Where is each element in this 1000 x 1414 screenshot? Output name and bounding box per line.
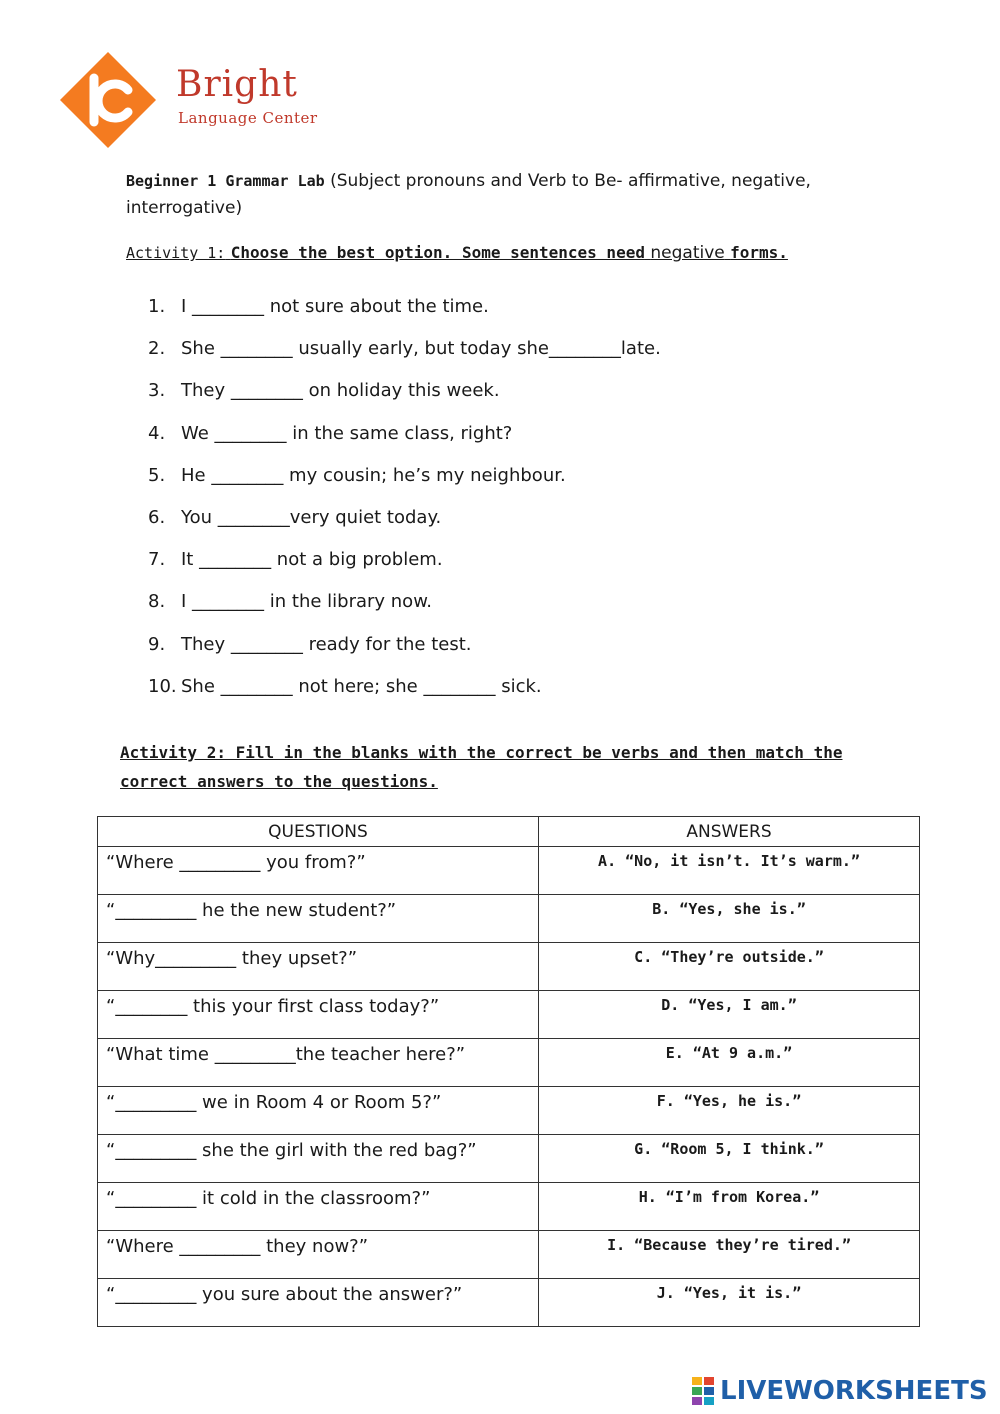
question-cell[interactable]: “_________ we in Room 4 or Room 5?” xyxy=(98,1087,539,1135)
answer-cell[interactable]: C. “They’re outside.” xyxy=(539,943,920,991)
list-item xyxy=(148,336,661,378)
table-row xyxy=(98,847,920,895)
liveworksheets-text: LIVEWORKSHEETS xyxy=(720,1376,988,1406)
item-number: 9. xyxy=(148,633,166,655)
table-row xyxy=(98,1183,920,1231)
question-cell[interactable]: “________ this your first class today?” xyxy=(98,991,539,1039)
item-number: 1. xyxy=(148,296,166,317)
liveworksheets-logo-icon xyxy=(692,1377,714,1405)
item-text[interactable]: We ________ in the same class, right? xyxy=(181,422,513,444)
question-cell[interactable]: “_________ he the new student?” xyxy=(98,895,539,943)
answer-cell[interactable]: D. “Yes, I am.” xyxy=(539,991,920,1039)
question-cell[interactable]: “Where _________ they now?” xyxy=(98,1231,539,1279)
table-row xyxy=(98,1039,920,1087)
worksheet-title: Beginner 1 Grammar Lab xyxy=(126,172,325,190)
activity1-instruction-part2: negative xyxy=(650,243,725,263)
table-row xyxy=(98,1279,920,1327)
list-item xyxy=(148,674,661,716)
list-item xyxy=(148,505,661,547)
bright-logo-icon xyxy=(58,50,168,150)
table-row xyxy=(98,1231,920,1279)
worksheet-intro xyxy=(126,168,886,222)
qa-table xyxy=(97,816,920,1327)
item-text[interactable]: He ________ my cousin; he’s my neighbour. xyxy=(181,464,566,486)
item-text[interactable]: They ________ ready for the test. xyxy=(181,633,472,655)
item-number: 2. xyxy=(148,338,166,360)
question-cell[interactable]: “_________ you sure about the answer?” xyxy=(98,1279,539,1327)
table-header-row xyxy=(98,817,920,847)
list-item xyxy=(148,421,661,463)
item-number: 4. xyxy=(148,422,166,444)
item-number: 10. xyxy=(148,675,177,697)
item-text[interactable]: She ________ usually early, but today she________late. xyxy=(181,338,661,360)
brand-logo xyxy=(58,50,328,150)
table-row xyxy=(98,1087,920,1135)
list-item xyxy=(148,294,661,336)
answer-cell[interactable]: A. “No, it isn’t. It’s warm.” xyxy=(539,847,920,895)
item-text[interactable]: You ________very quiet today. xyxy=(181,506,442,528)
list-item xyxy=(148,463,661,505)
list-item xyxy=(148,589,661,631)
questions-header: QUESTIONS xyxy=(98,817,539,847)
table-row xyxy=(98,895,920,943)
worksheet-subtitle: (Subject pronouns and Verb to Be- affirmative, negative, interrogative) xyxy=(126,171,811,218)
item-text[interactable]: I ________ in the library now. xyxy=(181,591,432,613)
item-number: 8. xyxy=(148,591,166,613)
table-row xyxy=(98,991,920,1039)
item-text[interactable]: She ________ not here; she ________ sick. xyxy=(181,675,542,697)
answer-cell[interactable]: F. “Yes, he is.” xyxy=(539,1087,920,1135)
list-item xyxy=(148,547,661,589)
list-item xyxy=(148,378,661,420)
brand-name: Bright xyxy=(176,64,298,105)
table-row xyxy=(98,943,920,991)
answers-header: ANSWERS xyxy=(539,817,920,847)
item-number: 7. xyxy=(148,549,166,571)
question-cell[interactable]: “Where _________ you from?” xyxy=(98,847,539,895)
question-cell[interactable]: “Why_________ they upset?” xyxy=(98,943,539,991)
table-row xyxy=(98,1135,920,1183)
answer-cell[interactable]: J. “Yes, it is.” xyxy=(539,1279,920,1327)
answer-cell[interactable]: B. “Yes, she is.” xyxy=(539,895,920,943)
activity1-instruction-part3: forms. xyxy=(730,243,788,262)
activity2-instruction: Activity 2: Fill in the blanks with the correct be verbs and then match the correct answers to the questions. xyxy=(120,743,843,791)
question-cell[interactable]: “_________ she the girl with the red bag?” xyxy=(98,1135,539,1183)
item-number: 3. xyxy=(148,380,166,402)
question-cell[interactable]: “_________ it cold in the classroom?” xyxy=(98,1183,539,1231)
question-cell[interactable]: “What time _________the teacher here?” xyxy=(98,1039,539,1087)
item-text[interactable]: They ________ on holiday this week. xyxy=(181,380,500,402)
activity1-instruction xyxy=(126,243,788,263)
answer-cell[interactable]: G. “Room 5, I think.” xyxy=(539,1135,920,1183)
item-number: 5. xyxy=(148,464,166,486)
list-item xyxy=(148,632,661,674)
answer-cell[interactable]: I. “Because they’re tired.” xyxy=(539,1231,920,1279)
brand-subtitle: Language Center xyxy=(178,109,318,127)
answer-cell[interactable]: H. “I’m from Korea.” xyxy=(539,1183,920,1231)
item-number: 6. xyxy=(148,506,166,528)
item-text[interactable]: It ________ not a big problem. xyxy=(181,549,443,571)
answer-cell[interactable]: E. “At 9 a.m.” xyxy=(539,1039,920,1087)
activity1-label: Activity 1: xyxy=(126,244,226,262)
liveworksheets-watermark xyxy=(692,1374,988,1408)
activity1-instruction-part1: Choose the best option. Some sentences need xyxy=(230,243,645,262)
activity1-list xyxy=(148,294,661,716)
item-text[interactable]: I ________ not sure about the time. xyxy=(181,296,489,317)
